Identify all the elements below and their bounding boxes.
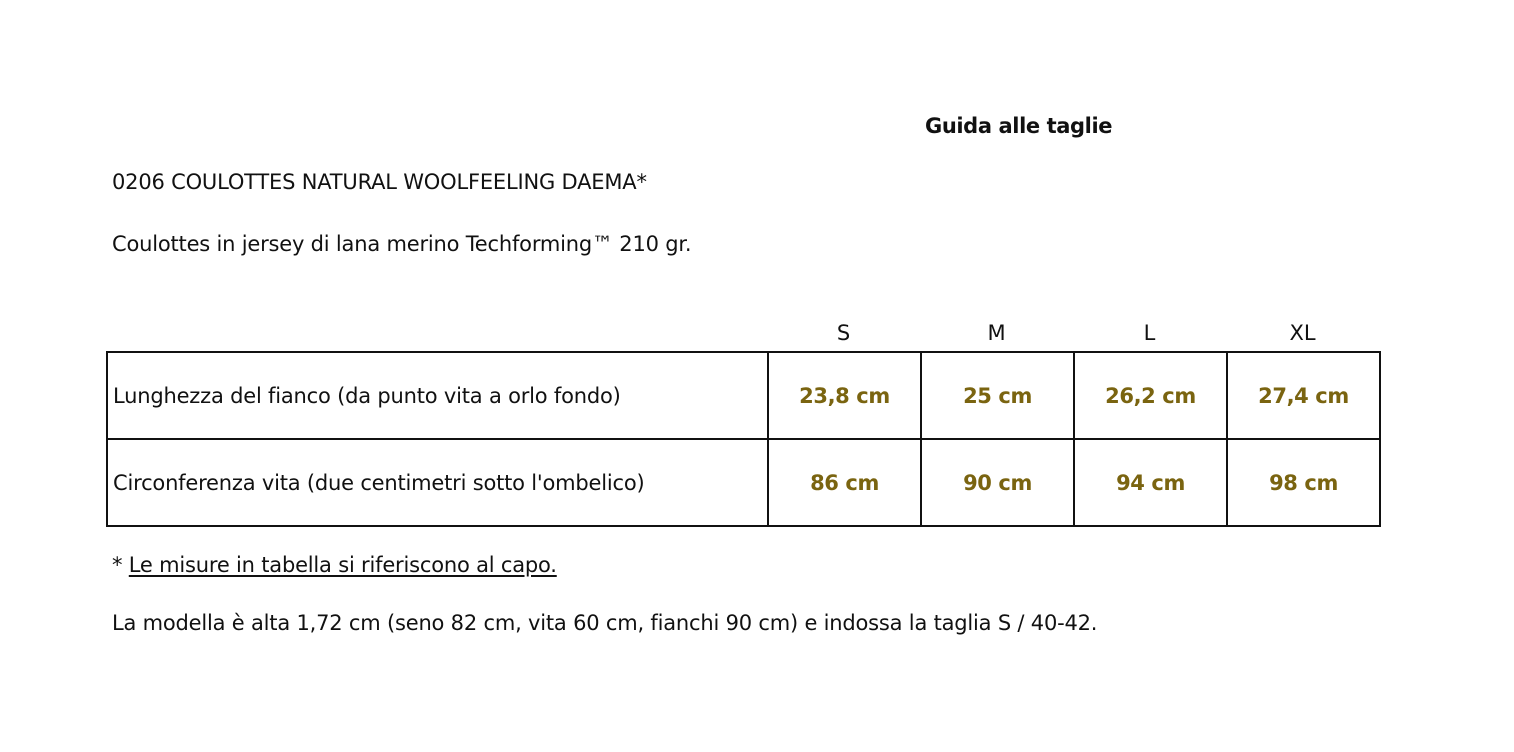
size-table [106,351,1381,527]
size-header-l: L [1143,321,1156,345]
footnote-text: Le misure in tabella si riferiscono al capo. [128,553,557,577]
value-cell: 90 cm [921,439,1074,526]
footnote [112,553,557,577]
value-cell: 27,4 cm [1227,352,1380,439]
value-cell: 86 cm [768,439,921,526]
product-description: Coulottes in jersey di lana merino Techforming™ 210 gr. [112,232,692,256]
model-info: La modella è alta 1,72 cm (seno 82 cm, vita 60 cm, fianchi 90 cm) e indossa la taglia S / 40-42. [112,611,1098,635]
product-name: 0206 COULOTTES NATURAL WOOLFEELING DAEMA* [112,170,647,194]
size-header-s: S [836,321,851,345]
value-cell: 26,2 cm [1074,352,1227,439]
value-cell: 98 cm [1227,439,1380,526]
size-header-m: M [987,321,1006,345]
size-header-xl: XL [1289,321,1316,345]
row-label-waist-circumference: Circonferenza vita (due centimetri sotto l'ombelico) [107,439,768,526]
table-row [107,352,1380,439]
table-row [107,439,1380,526]
row-label-hip-length: Lunghezza del fianco (da punto vita a orlo fondo) [107,352,768,439]
value-cell: 23,8 cm [768,352,921,439]
page-title: Guida alle taglie [925,114,1113,138]
footnote-prefix: * [112,553,129,577]
value-cell: 25 cm [921,352,1074,439]
value-cell: 94 cm [1074,439,1227,526]
